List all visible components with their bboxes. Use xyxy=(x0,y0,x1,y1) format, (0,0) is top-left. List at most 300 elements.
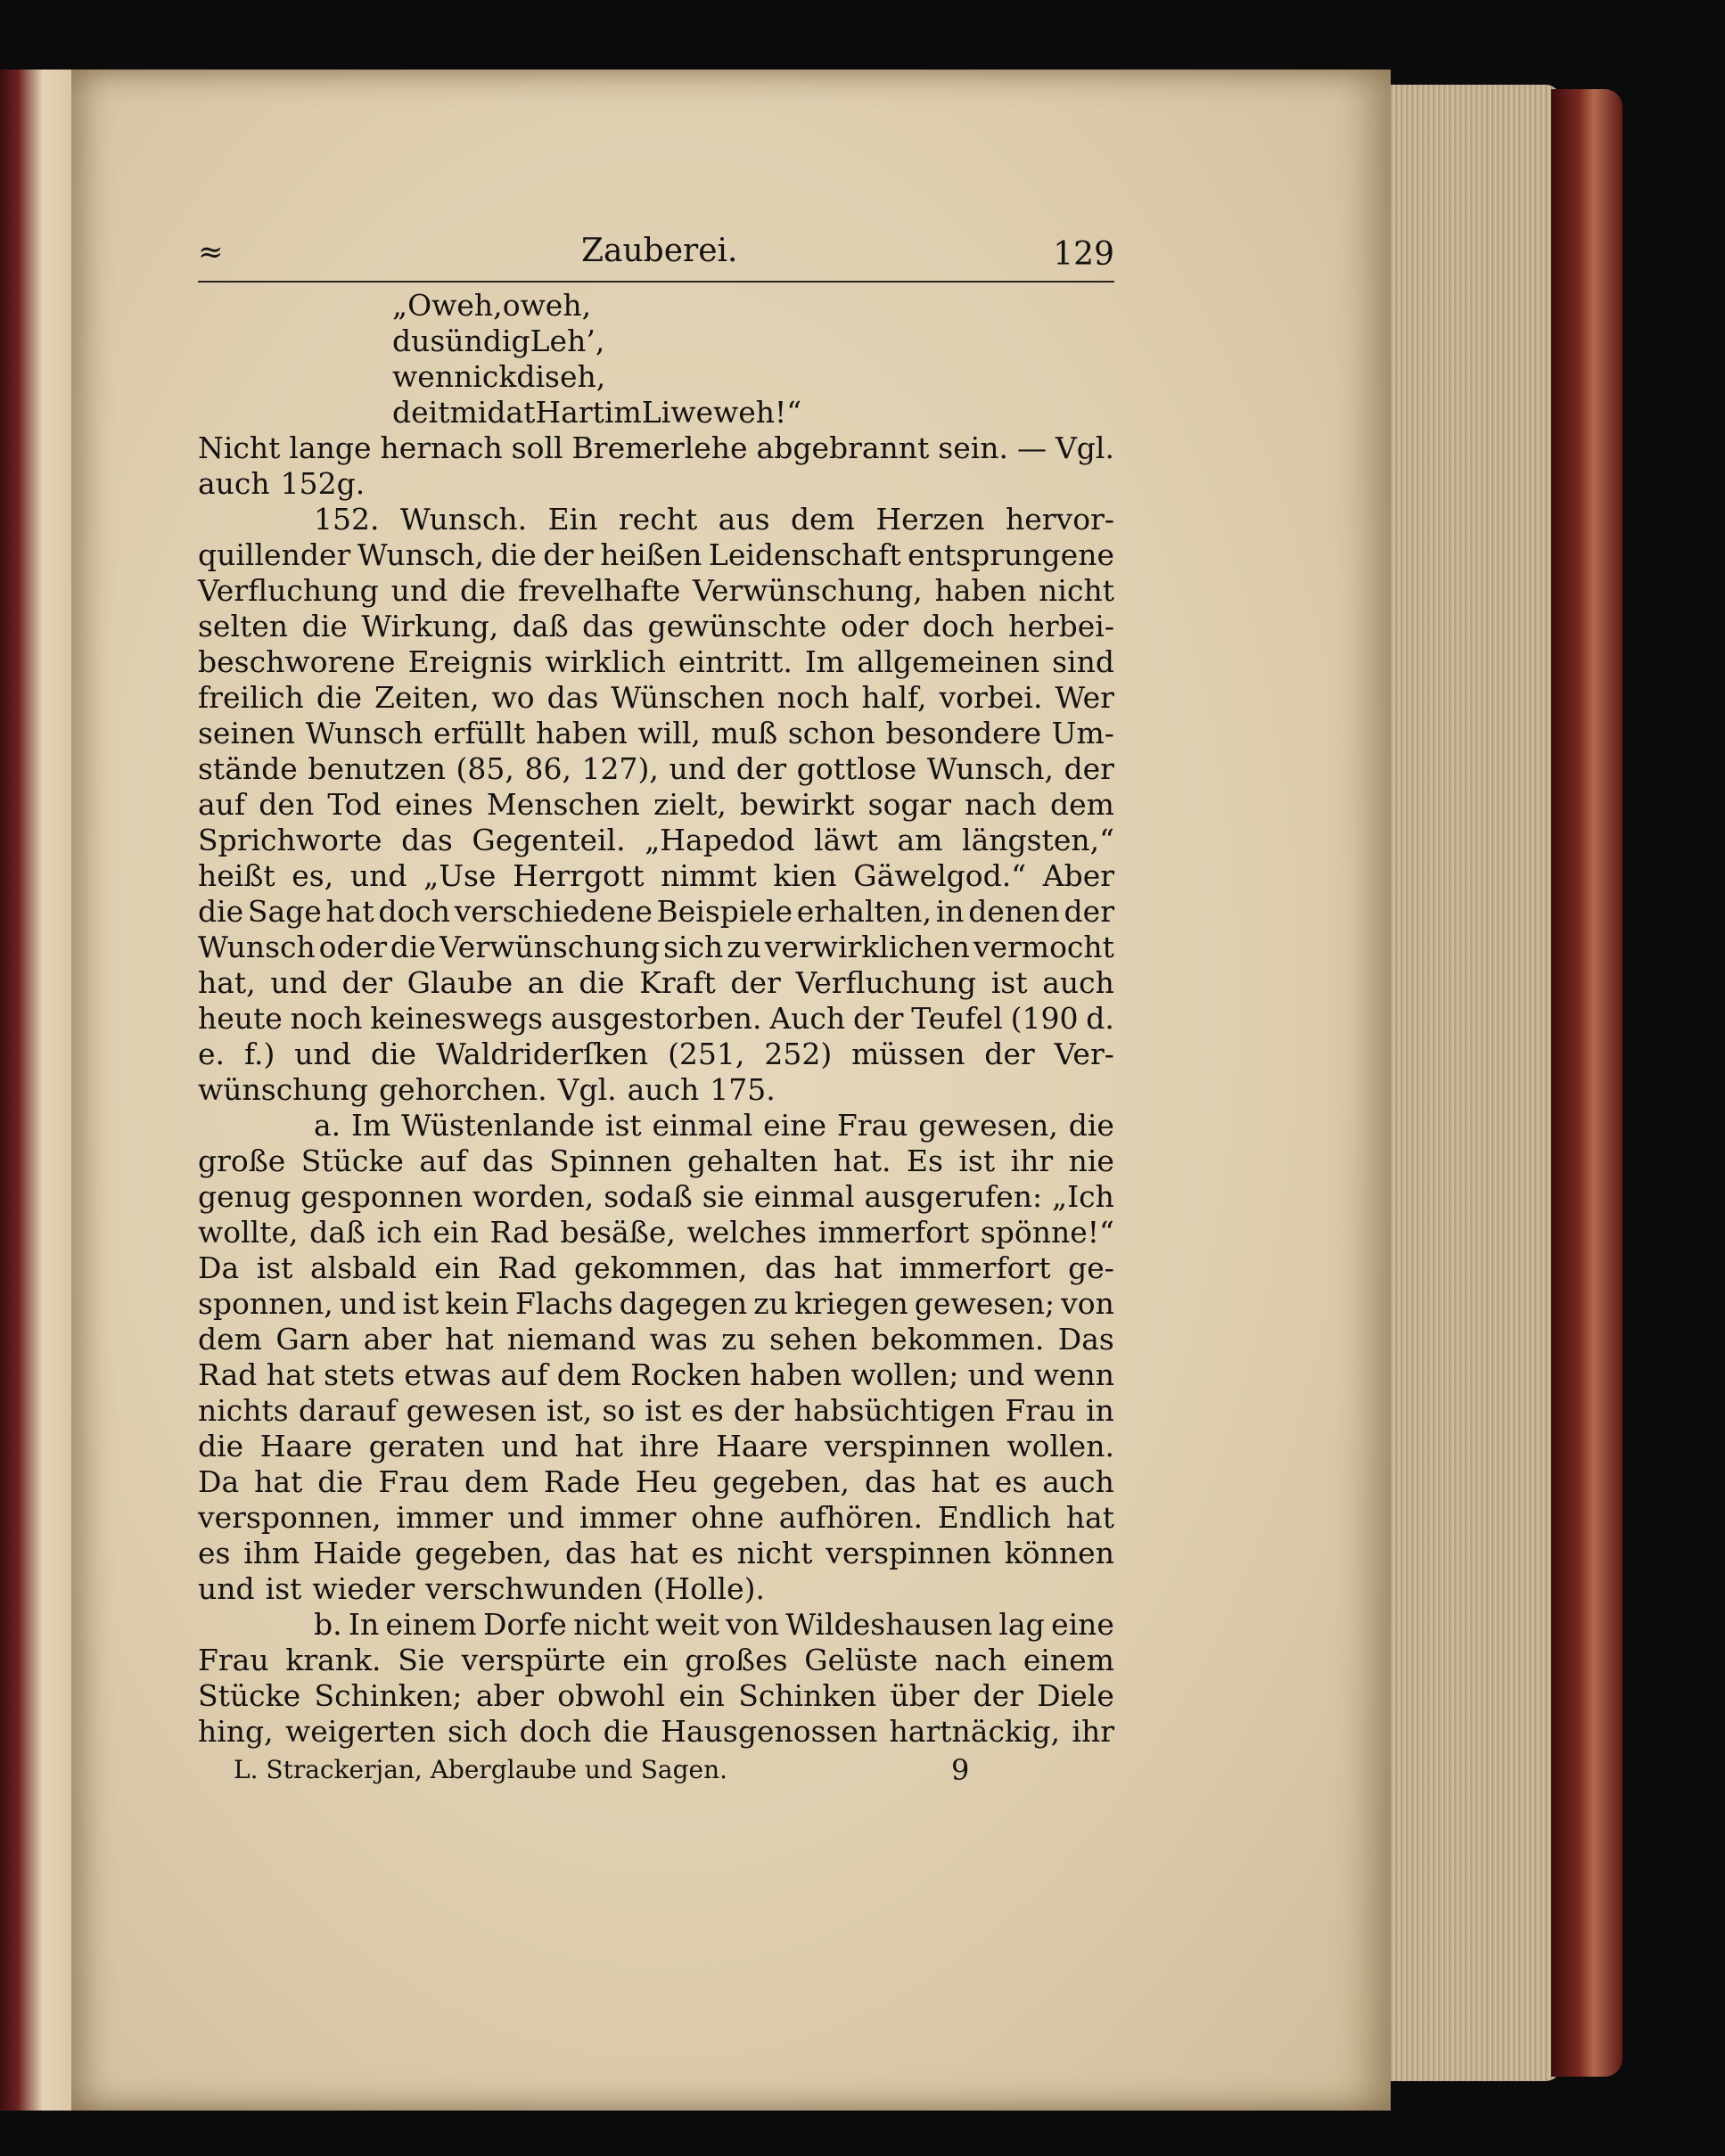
word: du xyxy=(392,324,431,358)
word: 152g. xyxy=(280,466,366,501)
word: Waldriderſken xyxy=(435,1037,649,1071)
word: Wunsch, xyxy=(926,751,1054,786)
word: Rad xyxy=(489,1215,549,1250)
word: beschworene xyxy=(198,644,396,679)
text-line xyxy=(198,1250,1114,1286)
word: Nicht xyxy=(198,430,281,465)
text-line xyxy=(198,1464,1114,1500)
word: das xyxy=(401,823,453,857)
word: abgebrannt xyxy=(756,430,930,465)
word: heißt xyxy=(198,858,275,893)
word: über xyxy=(890,1678,960,1713)
word: deit xyxy=(392,395,450,430)
word: aber xyxy=(475,1678,544,1713)
word: ist xyxy=(990,965,1028,1000)
word: noch xyxy=(776,680,850,715)
word: schon xyxy=(787,716,875,750)
word: ein xyxy=(678,1678,725,1713)
word: welches xyxy=(686,1215,808,1250)
word: sponnen, xyxy=(198,1286,333,1321)
word: es xyxy=(994,1464,1028,1499)
word: das xyxy=(564,1536,617,1570)
word: hat xyxy=(254,1464,303,1499)
word: Teufel xyxy=(911,1001,1003,1036)
book-cover-board xyxy=(1551,89,1622,2077)
word: herbei- xyxy=(1008,609,1114,644)
word: etwas xyxy=(404,1357,492,1392)
word: quillender xyxy=(198,537,351,572)
text-line xyxy=(198,324,1114,359)
word: dem xyxy=(464,1464,529,1499)
word: Rad xyxy=(198,1357,258,1392)
word: b. xyxy=(314,1607,342,1642)
word: weh, xyxy=(431,288,503,323)
word: Endlich xyxy=(937,1500,1052,1535)
word: auf xyxy=(500,1357,548,1392)
word: die xyxy=(390,930,437,964)
word: Schinken; xyxy=(314,1678,463,1713)
word: in xyxy=(935,894,965,929)
text-line xyxy=(198,502,1114,537)
text-line xyxy=(198,716,1114,751)
word: Heu xyxy=(635,1464,698,1499)
word: Wunsch xyxy=(198,930,316,964)
text-line xyxy=(198,823,1114,858)
word: erfüllt xyxy=(433,716,526,750)
word: ist xyxy=(402,1286,439,1321)
word: Dorfe xyxy=(482,1607,567,1642)
word: eine xyxy=(1051,1607,1114,1642)
text-line xyxy=(198,1393,1114,1429)
word: dat xyxy=(487,395,536,430)
word: Aber xyxy=(1042,858,1114,893)
word: längsten,“ xyxy=(962,823,1114,857)
word: und xyxy=(270,965,327,1000)
word: auf xyxy=(419,1144,467,1178)
word: (Holle). xyxy=(653,1571,765,1606)
word: die xyxy=(301,609,348,644)
word: verspürte xyxy=(461,1643,606,1677)
word: gehalten xyxy=(687,1144,818,1178)
word: es xyxy=(691,1393,724,1428)
word: 175. xyxy=(710,1072,776,1107)
word: dem xyxy=(1049,787,1114,822)
word: der xyxy=(543,537,594,572)
word: niemand xyxy=(506,1322,637,1357)
word: Kraft xyxy=(639,965,716,1000)
word: und xyxy=(390,573,448,608)
word: einmal xyxy=(753,1179,855,1214)
word: Diele xyxy=(1037,1678,1114,1713)
word: Wer xyxy=(1055,680,1114,715)
word: Spinnen xyxy=(549,1144,672,1178)
word: hat. xyxy=(833,1144,891,1178)
word: und xyxy=(507,1500,565,1535)
text-line xyxy=(198,1678,1114,1714)
text-line xyxy=(198,1357,1114,1393)
text-line xyxy=(198,1536,1114,1571)
word: Haare xyxy=(259,1429,353,1463)
word: nicht xyxy=(1039,573,1114,608)
word: gegeben, xyxy=(712,1464,850,1499)
text-line xyxy=(198,1429,1114,1464)
text-line xyxy=(198,395,1114,430)
word: Im xyxy=(350,1108,391,1143)
word: wollen. xyxy=(1006,1429,1114,1463)
word: (85, xyxy=(456,751,514,786)
word: verspinnen xyxy=(826,1536,992,1570)
word: es xyxy=(198,1536,231,1570)
word: Ereignis xyxy=(407,644,533,679)
word: an xyxy=(527,965,564,1000)
word: lag xyxy=(998,1607,1045,1642)
body-text xyxy=(198,288,1114,1750)
word: so xyxy=(602,1393,636,1428)
word: will, xyxy=(637,716,701,750)
word: sich xyxy=(448,1714,508,1749)
word: ohne xyxy=(691,1500,764,1535)
word: sehen xyxy=(769,1322,858,1357)
word: es, xyxy=(292,858,334,893)
word: erhalten, xyxy=(796,894,932,929)
word: kien xyxy=(773,858,837,893)
word: verschiedene xyxy=(454,894,653,929)
word: alsbald xyxy=(310,1250,417,1285)
word: Glaube xyxy=(407,965,513,1000)
word: hernach xyxy=(380,430,503,465)
word: ihre xyxy=(639,1429,700,1463)
word: f.) xyxy=(243,1037,275,1071)
word: hat xyxy=(445,1322,494,1357)
word: der xyxy=(733,1393,784,1428)
word: Im xyxy=(804,644,845,679)
text-line xyxy=(198,1108,1114,1144)
word: Vgl. xyxy=(557,1072,617,1107)
page-footer xyxy=(198,1751,1114,1791)
word: Wünschen xyxy=(611,680,765,715)
word: wollte, xyxy=(198,1215,299,1250)
word: oder xyxy=(840,609,909,644)
word: großes xyxy=(685,1643,788,1677)
running-title: Zauberei. xyxy=(581,233,738,269)
text-line xyxy=(198,537,1114,573)
word: nichts xyxy=(198,1393,289,1428)
word: (251, xyxy=(668,1037,745,1071)
word: verspinnen xyxy=(825,1429,990,1463)
text-line xyxy=(198,466,1114,502)
word: Bremerlehe xyxy=(571,430,748,465)
word: Gegenteil. xyxy=(472,823,626,857)
word: hat xyxy=(574,1429,623,1463)
text-block xyxy=(198,227,1114,1791)
word: Verfluchung xyxy=(795,965,977,1000)
word: hat xyxy=(1065,1500,1114,1535)
word: ist xyxy=(265,1571,302,1606)
word: sündig xyxy=(430,324,530,358)
word: wieder xyxy=(312,1571,415,1606)
ornament-icon: ≈ xyxy=(198,234,224,270)
word: sie xyxy=(702,1179,744,1214)
word: der xyxy=(735,751,787,786)
word: weit xyxy=(655,1607,719,1642)
text-line xyxy=(198,1072,1114,1108)
footer-citation: L. Strackerjan, Aberglaube und Sagen. xyxy=(234,1755,728,1784)
text-line xyxy=(198,1322,1114,1357)
word: a. xyxy=(314,1108,341,1143)
word: die xyxy=(460,573,506,608)
word: der xyxy=(973,1678,1023,1713)
word: hat xyxy=(629,1536,678,1570)
text-line xyxy=(198,644,1114,680)
word: spönne!“ xyxy=(980,1215,1114,1250)
word: verwirklichen xyxy=(764,930,970,964)
word: auch xyxy=(627,1072,700,1107)
text-line xyxy=(198,1571,1114,1607)
word: versponnen, xyxy=(198,1500,382,1535)
word: gehorchen. xyxy=(379,1072,547,1107)
word: von xyxy=(726,1607,779,1642)
word: sind xyxy=(1052,644,1114,679)
word: Rad xyxy=(497,1250,557,1285)
word: sein. xyxy=(938,430,1009,465)
word: Liwe xyxy=(641,395,714,430)
word: benutzen xyxy=(308,751,446,786)
word: die xyxy=(370,1037,417,1071)
word: eine xyxy=(763,1108,827,1143)
word: die xyxy=(603,1714,649,1749)
word: die xyxy=(316,680,363,715)
word: ihr xyxy=(1010,1144,1054,1178)
word: die xyxy=(198,1429,244,1463)
word: besondere xyxy=(885,716,1041,750)
word: der xyxy=(341,965,393,1000)
word: hervor- xyxy=(1006,502,1114,537)
word: Wunsch, xyxy=(357,537,485,572)
word: Rocken xyxy=(629,1357,741,1392)
word: Um- xyxy=(1051,716,1114,750)
word: Flachs xyxy=(514,1286,613,1321)
word: nach xyxy=(965,787,1037,822)
word: Hart xyxy=(535,395,604,430)
word: Wüstenlande xyxy=(401,1108,596,1143)
word: „Hapedod xyxy=(645,823,795,857)
word: 86, xyxy=(524,751,571,786)
word: Frau xyxy=(378,1464,450,1499)
word: der xyxy=(984,1037,1035,1071)
text-line xyxy=(198,680,1114,716)
text-line xyxy=(198,1500,1114,1536)
word: — xyxy=(1017,430,1047,465)
word: einmal xyxy=(652,1108,753,1143)
word: stände xyxy=(198,751,298,786)
word: Verwünschung, xyxy=(693,573,923,608)
word: seh, xyxy=(545,359,606,394)
text-line xyxy=(198,1001,1114,1037)
word: müssen xyxy=(851,1037,965,1071)
word: haben xyxy=(750,1357,842,1392)
word: hat xyxy=(931,1464,980,1499)
word: Wirkung, xyxy=(361,609,499,644)
word: Leh’, xyxy=(530,324,605,358)
word: nach xyxy=(934,1643,1007,1677)
word: das xyxy=(481,1144,534,1178)
word: ausgerufen: xyxy=(864,1179,1043,1214)
word: Herzen xyxy=(875,502,985,537)
word: darauf xyxy=(298,1393,397,1428)
word: noch xyxy=(290,1001,363,1036)
word: hat xyxy=(266,1357,315,1392)
signature-mark: 9 xyxy=(951,1753,970,1787)
word: daß xyxy=(309,1215,366,1250)
text-line xyxy=(198,288,1114,324)
word: Sie xyxy=(398,1643,445,1677)
text-line xyxy=(198,1037,1114,1072)
word: Haare xyxy=(716,1429,809,1463)
word: Das xyxy=(1057,1322,1114,1357)
text-line xyxy=(198,1607,1114,1643)
word: von xyxy=(1061,1286,1114,1321)
word: Es xyxy=(906,1144,943,1178)
word: ein xyxy=(432,1215,479,1250)
word: Vgl. xyxy=(1055,430,1114,465)
word: die xyxy=(1068,1108,1114,1143)
word: weh!“ xyxy=(713,395,802,430)
word: die xyxy=(579,965,625,1000)
page-number: 129 xyxy=(1053,236,1114,273)
word: habsüchtigen xyxy=(793,1393,996,1428)
word: ge- xyxy=(1068,1250,1114,1285)
word: aufhören. xyxy=(778,1500,924,1535)
word: daß xyxy=(512,609,569,644)
text-line xyxy=(198,430,1114,466)
word: Stücke xyxy=(300,1144,404,1178)
word: und xyxy=(339,1286,397,1321)
word: wirklich xyxy=(545,644,666,679)
word: das xyxy=(864,1464,916,1499)
word: „O xyxy=(392,288,432,323)
word: heute xyxy=(198,1001,283,1036)
word: Wunsch. xyxy=(399,502,528,537)
word: Verwünschung xyxy=(439,930,661,964)
word: Sprichworte xyxy=(198,823,382,857)
word: auf xyxy=(198,787,246,822)
word: im xyxy=(604,395,642,430)
word: Ver- xyxy=(1054,1037,1114,1071)
word: Herrgott xyxy=(513,858,645,893)
word: zu xyxy=(753,1286,788,1321)
word: vorbei. xyxy=(939,680,1043,715)
word: stets xyxy=(324,1357,396,1392)
word: ihr xyxy=(1072,1714,1114,1749)
word: dem xyxy=(198,1322,262,1357)
word: selten xyxy=(198,609,289,644)
word: sich xyxy=(663,930,724,964)
word: der xyxy=(1064,751,1114,786)
word: ausgestorben. xyxy=(550,1001,762,1036)
word: die xyxy=(317,1464,364,1499)
word: Frau xyxy=(1005,1393,1076,1428)
word: die xyxy=(490,537,537,572)
text-line xyxy=(198,965,1114,1001)
word: weh, xyxy=(520,288,592,323)
text-line xyxy=(198,894,1114,930)
word: hartnäckig, xyxy=(889,1714,1061,1749)
word: der xyxy=(1064,894,1114,929)
word: dagegen xyxy=(619,1286,748,1321)
word: bekommen. xyxy=(871,1322,1045,1357)
word: das xyxy=(764,1250,817,1285)
word: nicht xyxy=(736,1536,813,1570)
word: nimmt xyxy=(661,858,757,893)
word: Verfluchung xyxy=(198,573,379,608)
word: gekommen, xyxy=(574,1250,748,1285)
word: gewesen xyxy=(406,1393,537,1428)
word: freilich xyxy=(198,680,304,715)
text-line xyxy=(198,858,1114,894)
word: mi xyxy=(449,395,488,430)
word: zielt, xyxy=(653,787,727,822)
word: „Ich xyxy=(1052,1179,1114,1214)
word: einem xyxy=(1023,1643,1114,1677)
text-line xyxy=(198,1144,1114,1179)
word: Frau xyxy=(836,1108,908,1143)
word: eintritt. xyxy=(678,644,793,679)
word: immer xyxy=(396,1500,493,1535)
word: seinen xyxy=(198,716,296,750)
word: obwohl xyxy=(557,1678,666,1713)
word: Da xyxy=(198,1250,240,1285)
word: oder xyxy=(318,930,387,964)
word: Hausgenossen xyxy=(661,1714,878,1749)
word: verschwunden xyxy=(425,1571,643,1606)
word: Haide xyxy=(313,1536,402,1570)
word: doch xyxy=(519,1714,592,1749)
word: wenn xyxy=(1033,1357,1114,1392)
word: gottlose xyxy=(796,751,917,786)
word: haben xyxy=(536,716,628,750)
word: hat, xyxy=(198,965,256,1000)
word: auch xyxy=(1042,965,1114,1000)
word: auch xyxy=(198,466,270,501)
word: ihm xyxy=(243,1536,300,1570)
word: der xyxy=(730,965,781,1000)
word: ist, xyxy=(546,1393,593,1428)
word: auch xyxy=(1042,1464,1114,1499)
word: Gäwelgod.“ xyxy=(853,858,1027,893)
word: vermocht xyxy=(973,930,1114,964)
word: den xyxy=(259,787,315,822)
word: doch xyxy=(378,894,451,929)
word: immerfort xyxy=(817,1215,970,1250)
word: bewirkt xyxy=(740,787,855,822)
word: ist xyxy=(645,1393,682,1428)
word: e. xyxy=(198,1037,226,1071)
word: 127), xyxy=(581,751,659,786)
word: Sage xyxy=(247,894,322,929)
word: gesponnen xyxy=(300,1179,464,1214)
word: es xyxy=(691,1536,724,1570)
word: und xyxy=(349,858,407,893)
word: muß xyxy=(711,716,778,750)
word: die xyxy=(198,894,244,929)
word: zu xyxy=(727,930,761,964)
text-line xyxy=(198,1179,1114,1215)
word: zu xyxy=(721,1322,756,1357)
word: gewünschte xyxy=(647,609,827,644)
word: weigerten xyxy=(284,1714,436,1749)
word: nie xyxy=(1068,1144,1114,1178)
word: Schinken xyxy=(738,1678,877,1713)
